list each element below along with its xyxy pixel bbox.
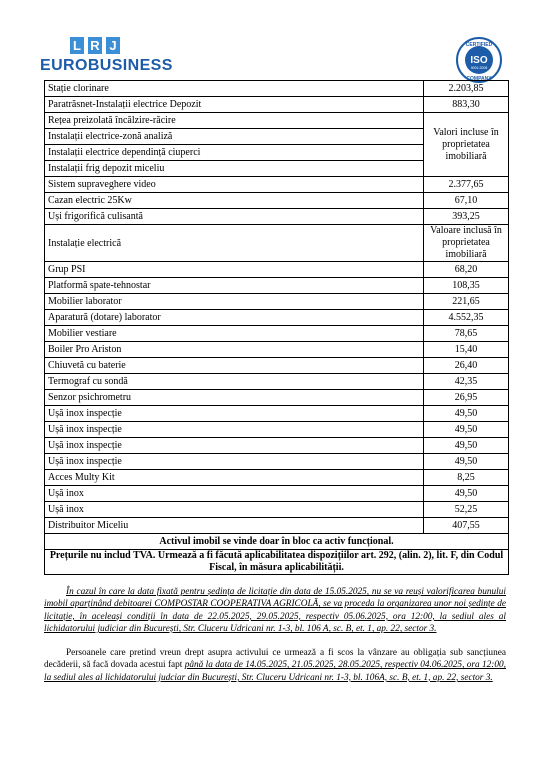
table-row (45, 438, 509, 454)
table-row (45, 310, 509, 326)
table-row (45, 486, 509, 502)
iso-certified-badge-icon (455, 36, 503, 84)
asset-name-cell: Distribuitor Miceliu (45, 518, 424, 534)
table-row (45, 374, 509, 390)
asset-value-cell: 883,30 (424, 97, 509, 113)
table-row (45, 262, 509, 278)
asset-name-cell: Ușă inox inspecție (45, 406, 424, 422)
asset-name-cell: Uși frigorifică culisantă (45, 209, 424, 225)
assets-table-container (44, 80, 506, 575)
asset-name-cell: Chiuvetă cu baterie (45, 358, 424, 374)
asset-name-cell: Instalații electrice dependință ciuperci (45, 145, 424, 161)
asset-name-cell: Ușă inox (45, 486, 424, 502)
asset-name-cell: Ușă inox inspecție (45, 438, 424, 454)
eurobusiness-logo (40, 34, 173, 78)
asset-value-cell: 52,25 (424, 502, 509, 518)
asset-name-cell: Paratrăsnet-Instalații electrice Depozit (45, 97, 424, 113)
table-row (45, 342, 509, 358)
badge-code-text: 9001:2008 (470, 66, 488, 70)
asset-value-cell: 26,95 (424, 390, 509, 406)
table-row (45, 225, 509, 262)
brand-name: EUROBUSINESS (40, 57, 173, 74)
table-row (45, 294, 509, 310)
asset-name-cell: Ușă inox inspecție (45, 422, 424, 438)
asset-value-cell: 49,50 (424, 454, 509, 470)
asset-name-cell: Rețea preizolată încălzire-răcire (45, 113, 424, 129)
asset-name-cell: Mobilier laborator (45, 294, 424, 310)
note-row (45, 550, 509, 575)
assets-table-body (45, 81, 509, 575)
asset-name-cell: Stație clorinare (45, 81, 424, 97)
note-row (45, 534, 509, 550)
table-row (45, 81, 509, 97)
asset-value-cell: 78,65 (424, 326, 509, 342)
table-row (45, 326, 509, 342)
logo-letter: L (70, 37, 84, 54)
asset-value-cell: 68,20 (424, 262, 509, 278)
table-row (45, 390, 509, 406)
asset-value-cell: 2.377,65 (424, 177, 509, 193)
asset-value-cell: 108,35 (424, 278, 509, 294)
asset-name-cell: Grup PSI (45, 262, 424, 278)
bloc-sale-note: Activul imobil se vinde doar în bloc ca activ funcțional. (45, 534, 509, 550)
asset-name-cell: Instalații electrice-zonă analiză (45, 129, 424, 145)
asset-value-cell: 49,50 (424, 486, 509, 502)
table-row (45, 502, 509, 518)
asset-name-cell: Sistem supraveghere video (45, 177, 424, 193)
asset-value-cell: 67,10 (424, 193, 509, 209)
assets-table (44, 80, 509, 575)
asset-name-cell: Senzor psichrometru (45, 390, 424, 406)
asset-name-cell: Mobilier vestiare (45, 326, 424, 342)
badge-bottom-text: COMPANY (466, 76, 492, 82)
asset-name-cell: Acces Multy Kit (45, 470, 424, 486)
asset-value-cell: 15,40 (424, 342, 509, 358)
table-row (45, 406, 509, 422)
logo-letter: J (106, 37, 120, 54)
table-row (45, 209, 509, 225)
asset-value-cell: 49,50 (424, 438, 509, 454)
table-row (45, 358, 509, 374)
asset-name-cell: Ușă inox inspecție (45, 454, 424, 470)
table-row (45, 422, 509, 438)
asset-name-cell: Aparatură (dotare) laborator (45, 310, 424, 326)
asset-value-cell: 49,50 (424, 422, 509, 438)
claims-plain-text: Persoanele care pretind vreun drept asupra activului ce urmează a fi scos la vânzare au obligația sub sancțiunea decăderii, să facă dovada acestui fapt (44, 648, 506, 671)
asset-name-cell: Cazan electric 25Kw (45, 193, 424, 209)
claims-deadline-text: până la data de 14.05.2025, 21.05.2025, 28.05.2025, respectiv 04.06.2025, ora 12:00, la sediul ales al lichidatorului judciar din București, Str. Cluceru Udricani nr. 1-3, bl. 106A, sc. B, et. 1, ap. 22, sector 3. (44, 660, 506, 683)
table-row (45, 193, 509, 209)
asset-name-cell: Ușă inox (45, 502, 424, 518)
table-row (45, 278, 509, 294)
asset-value-cell: Valoare inclusă în proprietatea imobiliară (424, 225, 509, 262)
asset-value-cell: 2.203,85 (424, 81, 509, 97)
table-row (45, 454, 509, 470)
badge-iso-text: ISO (470, 55, 488, 66)
merged-value-cell: Valori incluse în proprietatea imobiliară (424, 113, 509, 177)
vat-note: Prețurile nu includ TVA. Urmează a fi făcută aplicabilitatea dispozițiilor art. 292, (alin. 2), lit. F, din Codul Fiscal, în măsura aplicabilității. (45, 550, 509, 575)
asset-value-cell: 407,55 (424, 518, 509, 534)
asset-value-cell: 26,40 (424, 358, 509, 374)
table-row (45, 113, 509, 129)
asset-name-cell: Boiler Pro Ariston (45, 342, 424, 358)
asset-name-cell: Instalații frig depozit miceliu (45, 161, 424, 177)
auction-schedule-text: În cazul în care la data fixată pentru ședința de licitație din data de 15.05.2025, nu se va reuși valorificarea bunului imobil aparținând debitoarei COMPOSTAR COOPERATIVA AGRICOLĂ, se va proceda la organizarea unor noi ședințe de licitație, în aceleași condiții în data de 22.05.2025, 29.05.2025, respectiv 05.06.2025, ora 12:00, la sediul ales al lichidatorului judiciar din București, Str. Cluceru Udricani nr. 1-3, bl. 106 A, sc. B, et. 1, ap. 22, sector 3. (44, 587, 506, 635)
table-row (45, 470, 509, 486)
page-header (0, 0, 550, 80)
claims-paragraph (44, 647, 506, 684)
badge-top-text: CERTIFIED (465, 42, 493, 48)
asset-name-cell: Instalație electrică (45, 225, 424, 262)
auction-schedule-paragraph (44, 586, 506, 636)
asset-value-cell: 8,25 (424, 470, 509, 486)
table-row (45, 177, 509, 193)
logo-letter: R (88, 37, 102, 54)
asset-name-cell: Platformă spate-tehnostar (45, 278, 424, 294)
table-row (45, 518, 509, 534)
asset-value-cell: 49,50 (424, 406, 509, 422)
asset-value-cell: 42,35 (424, 374, 509, 390)
lrj-letter-blocks (70, 37, 120, 54)
asset-value-cell: 221,65 (424, 294, 509, 310)
asset-value-cell: 4.552,35 (424, 310, 509, 326)
asset-value-cell: 393,25 (424, 209, 509, 225)
table-row (45, 97, 509, 113)
asset-name-cell: Termograf cu sondă (45, 374, 424, 390)
